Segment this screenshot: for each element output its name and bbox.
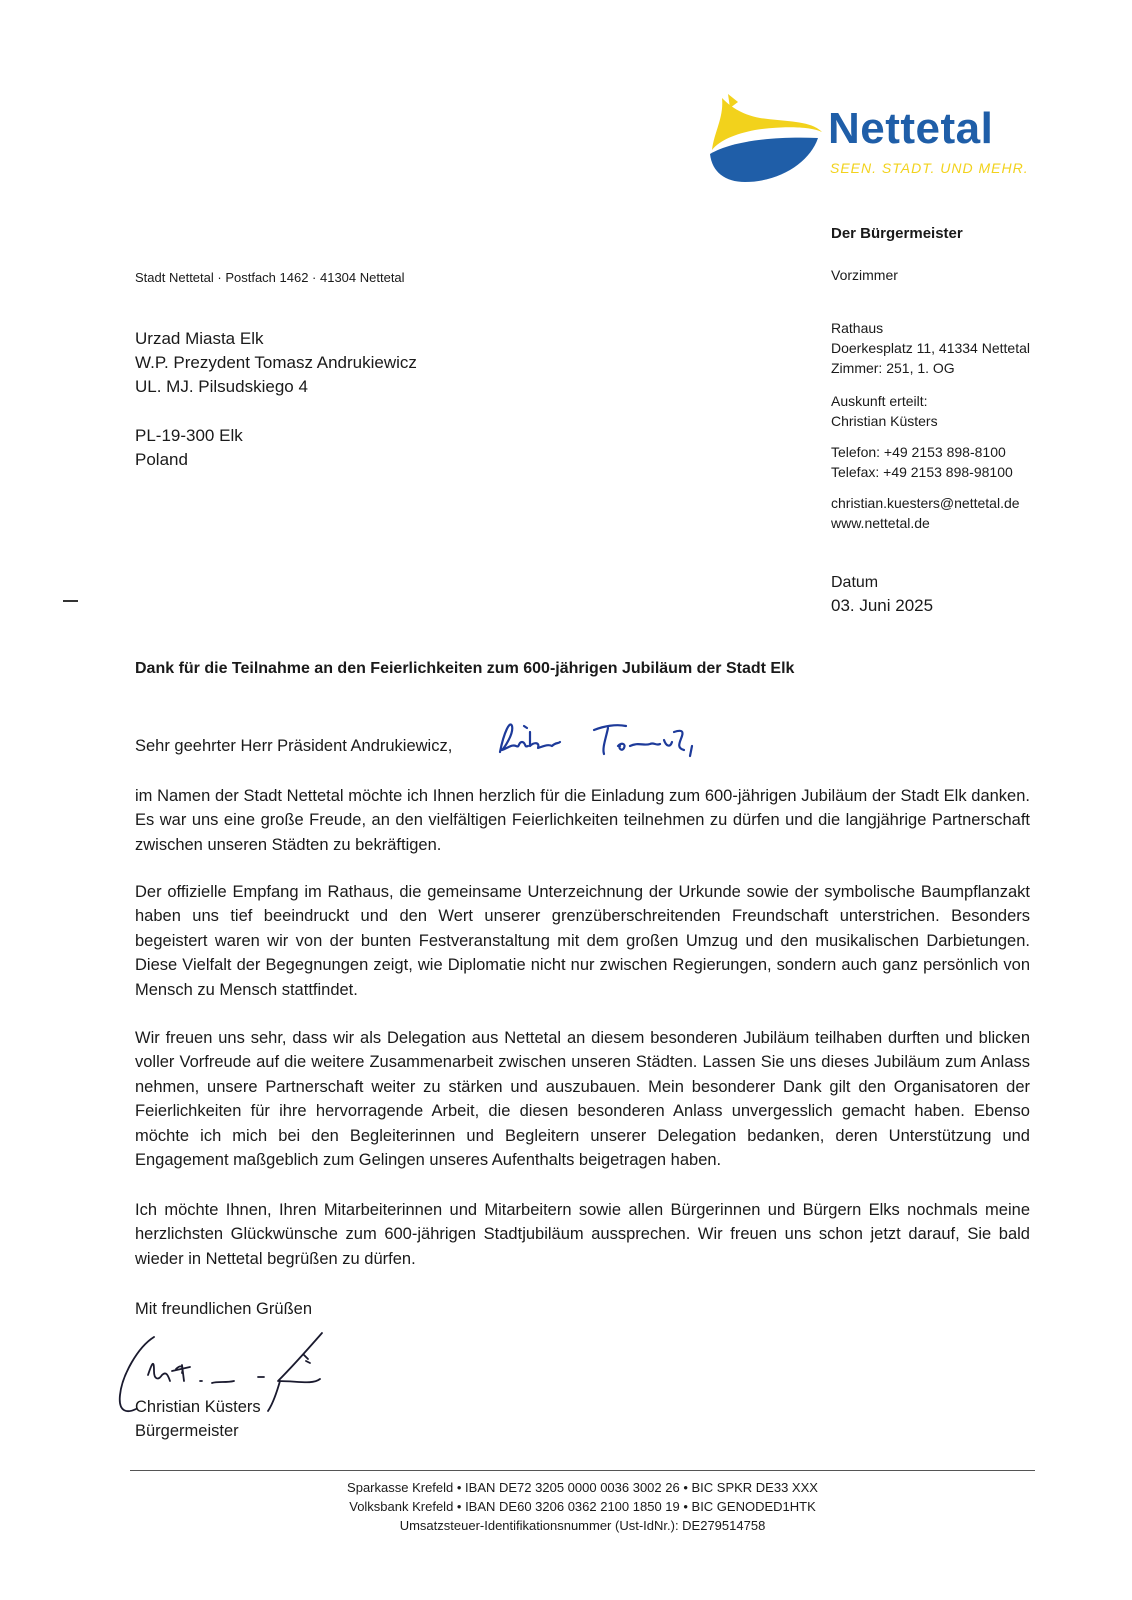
salutation: Sehr geehrter Herr Präsident Andrukiewicz, [135, 737, 453, 755]
recipient-line: Poland [135, 450, 188, 469]
department: Vorzimmer [831, 267, 898, 283]
date-label: Datum [831, 574, 879, 591]
recipient-line: UL. MJ. Pilsudskiego 4 [135, 377, 308, 396]
recipient-line: PL-19-300 Elk [135, 426, 243, 445]
date: 03. Juni 2025 [831, 596, 934, 615]
room: Zimmer: 251, 1. OG [831, 360, 955, 376]
recipient-line: Urzad Miasta Elk [135, 329, 264, 348]
subject-line: Dank für die Teilnahme an den Feierlichkeiten zum 600-jährigen Jubiläum der Stadt Elk [135, 660, 795, 677]
office-address: Doerkesplatz 11, 41334 Nettetal [831, 340, 1030, 356]
footer-bank-line: Volksbank Krefeld • IBAN DE60 3206 0362 2100 1850 19 • BIC GENODED1HTK [349, 1499, 816, 1514]
fold-mark [63, 600, 78, 602]
email: christian.kuesters@nettetal.de [831, 495, 1020, 511]
contact-label: Auskunft erteilt: [831, 393, 928, 409]
logo-tagline: SEEN. STADT. UND MEHR. [830, 160, 1029, 176]
office-title: Der Bürgermeister [831, 225, 963, 242]
footer-divider [130, 1470, 1035, 1471]
contact-name: Christian Küsters [831, 413, 938, 429]
recipient-line: W.P. Prezydent Tomasz Andrukiewicz [135, 353, 417, 372]
body-paragraph: im Namen der Stadt Nettetal möchte ich Ihnen herzlich für die Einladung zum 600-jährigen Jubiläum der Stadt Elk danken. Es war uns eine große Freude, an den vielfältigen Feierlichkeiten teilnehmen zu dürfen und die langjährige Partnerschaft zwischen unseren Städten zu bekräftigen. [135, 787, 1030, 854]
footer-tax-id: Umsatzsteuer-Identifikationsnummer (Ust-IdNr.): DE279514758 [399, 1518, 766, 1533]
body-paragraph: Wir freuen uns sehr, dass wir als Delegation aus Nettetal an diesem besonderen Jubiläum teilhaben durften und blicken voller Vorfreude auf die weitere Zusammenarbeit zwischen unseren Städten. Lassen Sie uns dieses Jubiläum zum Anlass nehmen, unsere Partnerschaft weiter zu stärken und auszubauen. Mein besonderer Dank gilt den Organisatoren der Feierlichkeiten für ihre hervorragende Arbeit, die diesen besonderen Anlass unvergesslich gemacht haben. Ebenso möchte ich mich bei den Begleiterinnen und Begleitern unserer Delegation bedanken, deren Unterstützung und Engagement maßgeblich zum Gelingen unseres Aufenthalts beigetragen haben. [135, 1029, 1030, 1170]
body-paragraph: Der offizielle Empfang im Rathaus, die gemeinsame Unterzeichnung der Urkunde sowie der symbolische Baumpflanzakt haben uns tief beeindruckt und den Wert unserer grenzüberschreitenden Freundschaft unterstrichen. Besonders begeistert waren wir von der bunten Festveranstaltung mit dem großen Umzug und den musikalischen Darbietungen. Diese Vielfalt der Begegnungen zeigt, wie Diplomatie nicht nur zwischen Regierungen, sondern auch ganz persönlich von Mensch zu Mensch stattfindet. [135, 883, 1030, 999]
sender-line: Stadt Nettetal · Postfach 1462 · 41304 Nettetal [135, 270, 405, 285]
body-paragraph: Ich möchte Ihnen, Ihren Mitarbeiterinnen und Mitarbeitern sowie allen Bürgerinnen und Bürgern Elks nochmals meine herzlichsten Glückwünsche zum 600-jährigen Stadtjubiläum aussprechen. Wir freuen uns schon jetzt darauf, Sie bald wieder in Nettetal begrüßen zu dürfen. [135, 1201, 1030, 1268]
fax: Telefax: +49 2153 898-98100 [831, 464, 1013, 480]
phone: Telefon: +49 2153 898-8100 [831, 444, 1006, 460]
handwritten-salutation [494, 712, 704, 762]
closing: Mit freundlichen Grüßen [135, 1300, 312, 1318]
website: www.nettetal.de [831, 515, 930, 531]
signatory-name: Christian Küsters [135, 1398, 261, 1416]
building: Rathaus [831, 320, 884, 336]
logo-wordmark: Nettetal [828, 104, 994, 153]
footer-bank-line: Sparkasse Krefeld • IBAN DE72 3205 0000 0036 3002 26 • BIC SPKR DE33 XXX [347, 1480, 818, 1495]
signatory-title: Bürgermeister [135, 1422, 239, 1440]
